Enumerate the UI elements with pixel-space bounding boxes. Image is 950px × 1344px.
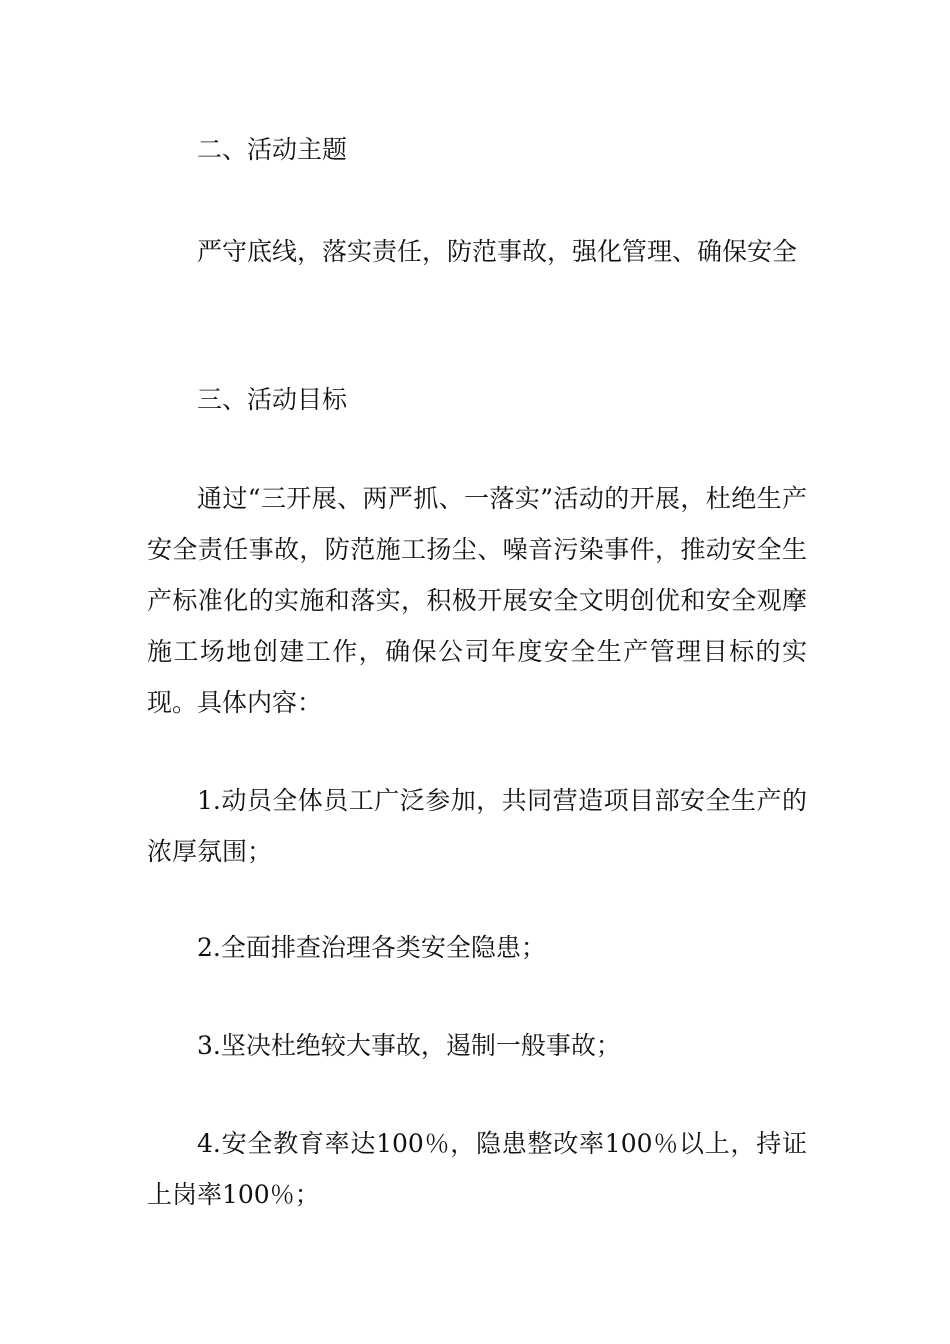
goal-item-1: 1.动员全体员工广泛参加，共同营造项目部安全生产的浓厚氛围； — [147, 786, 807, 866]
activity-theme-text: 严守底线，落实责任，防范事故，强化管理、确保安全 — [197, 237, 798, 266]
section-heading-activity-goals: 三、活动目标 — [197, 385, 348, 414]
goal-item-4: 4.安全教育率达100％，隐患整改率100％以上，持证上岗率100％； — [147, 1129, 807, 1209]
section-heading-activity-theme: 二、活动主题 — [197, 135, 348, 164]
goal-item-3: 3.坚决杜绝较大事故，遏制一般事故； — [197, 1031, 621, 1060]
goal-item-2: 2.全面排查治理各类安全隐患； — [197, 933, 546, 962]
activity-goals-intro: 通过“三开展、两严抓、一落实”活动的开展，杜绝生产安全责任事故，防范施工扬尘、噪音污染事件，推动安全生产标准化的实施和落实，积极开展安全文明创优和安全观摩施工场地创建工作，确保公司年度安全生产管理目标的实现。具体内容： — [147, 484, 807, 717]
